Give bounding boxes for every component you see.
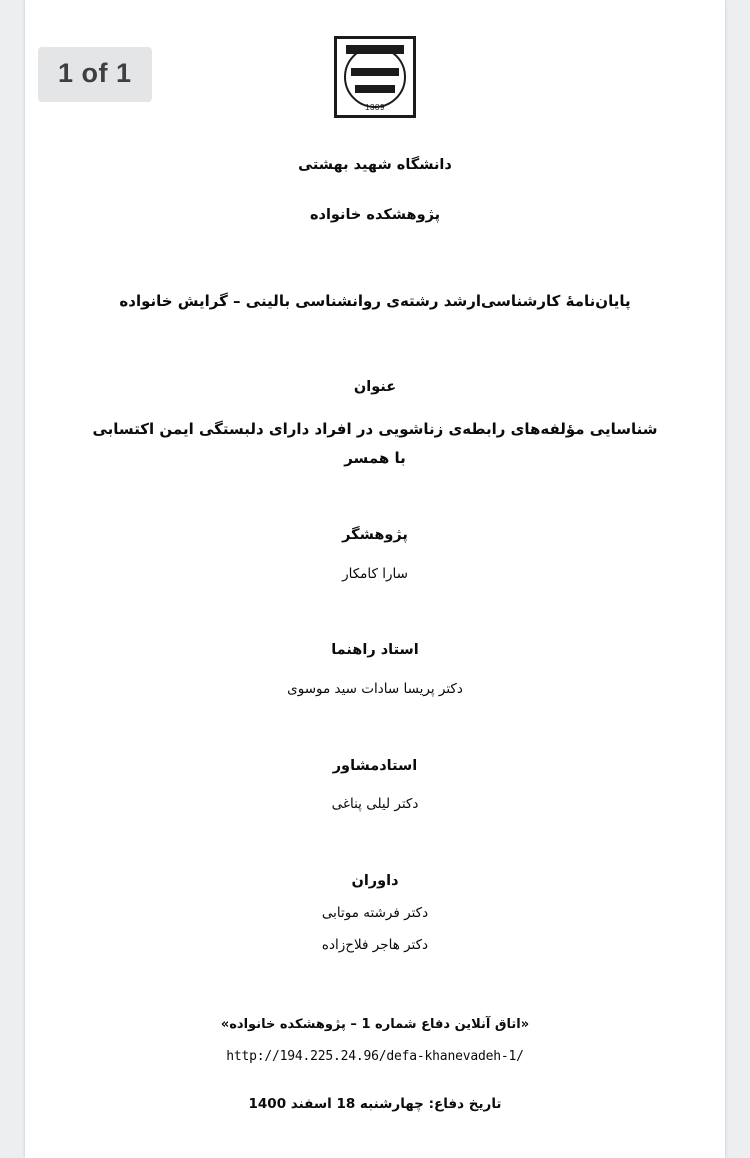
advisor-name: دکتر لیلی پناغی bbox=[331, 796, 419, 813]
researcher-name: سارا کامکار bbox=[342, 565, 408, 582]
juror-name: دکتر هاجر فلاح‌زاده bbox=[321, 936, 429, 953]
page-indicator-badge: 1 of 1 bbox=[38, 47, 152, 102]
researcher-label: پژوهشگر bbox=[342, 527, 408, 544]
seal-year-label: 1389 bbox=[365, 103, 385, 112]
seal-calligraphy-bar-middle bbox=[351, 68, 399, 76]
juror-name: دکتر فرشته موتابی bbox=[321, 905, 429, 922]
jurors-label: داوران bbox=[351, 872, 399, 889]
document-content bbox=[25, 0, 725, 1158]
degree-line: پایان‌نامهٔ کارشناسی‌ارشد رشته‌ی روانشناسی بالینی – گرایش خانواده bbox=[119, 292, 631, 311]
seal-calligraphy-bar-top bbox=[346, 45, 404, 54]
supervisor-label: استاد راهنما bbox=[331, 642, 419, 659]
defense-room-line: «اتاق آنلاین دفاع شماره 1 – پژوهشکده خانواده» bbox=[220, 1016, 530, 1032]
supervisor-name: دکتر پریسا سادات سید موسوی bbox=[287, 680, 463, 697]
institute-name: پژوهشکده خانواده bbox=[309, 206, 441, 223]
defense-room-url[interactable]: http://194.225.24.96/defa-khanevadeh-1/ bbox=[226, 1049, 524, 1065]
title-label: عنوان bbox=[353, 378, 397, 395]
university-name: دانشگاه شهید بهشتی bbox=[298, 157, 452, 173]
document-page bbox=[25, 0, 725, 1158]
thesis-title: شناسایی مؤلفه‌های رابطه‌ی زناشویی در افراد دارای دلبستگی ایمن اکتسابی با همسر bbox=[92, 420, 658, 467]
seal-ring-shape bbox=[344, 46, 406, 108]
seal-calligraphy-bar-lower bbox=[355, 85, 395, 93]
advisor-label: استادمشاور bbox=[332, 757, 418, 774]
shahid-beheshti-university-seal-icon bbox=[334, 36, 416, 118]
defense-date: تاریخ دفاع: چهارشنبه 18 اسفند 1400 bbox=[248, 1095, 502, 1112]
logo-container bbox=[85, 36, 665, 118]
